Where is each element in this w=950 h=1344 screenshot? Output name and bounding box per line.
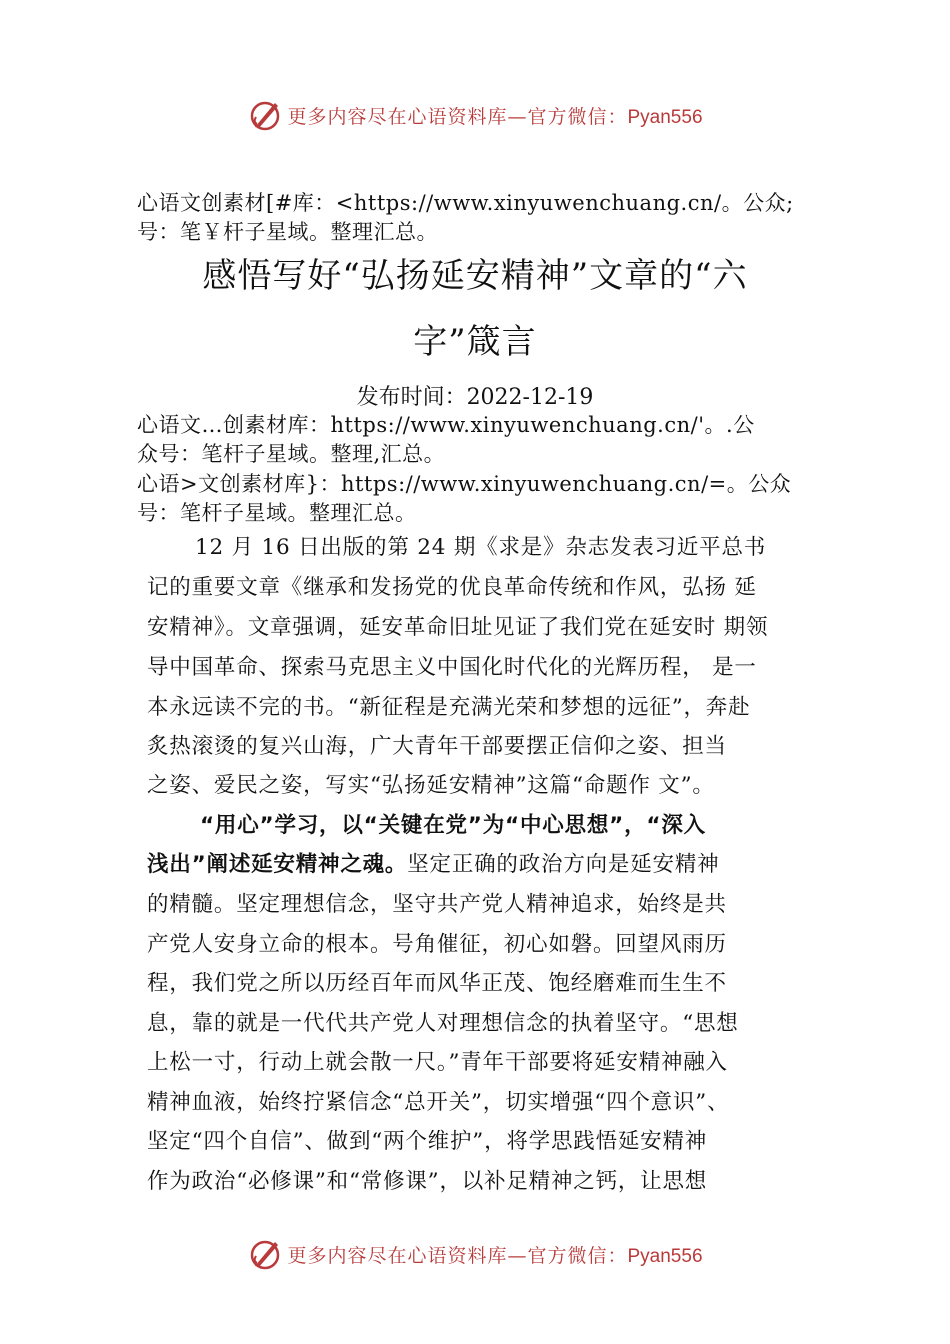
section-heading: “用心”学习，以“关键在党”为“中心思想”，“深入 [200, 813, 706, 838]
banner-wechat: Pyan556 [627, 1245, 703, 1267]
source-line: 心语文创素材[#库：<https://www.xinyuwenchuang.cn/。公众; [137, 191, 794, 215]
source-line: 心语>文创素材库}：https://www.xinyuwenchuang.cn/=。公众 [137, 472, 792, 496]
body-line: 程，我们党之所以历经百年而风华正茂、饱经磨难而生生不 [147, 971, 727, 996]
source-line: 号：笔杆子星域。整理汇总。 [137, 501, 417, 525]
body-line: 坚定“四个自信”、做到“两个维护”，将学思践悟延安精神 [147, 1129, 708, 1154]
body-line: 息，靠的就是一代代共产党人对理想信念的执着坚守。“思想 [147, 1011, 739, 1036]
body-line: 安精神》。文章强调，延安革命旧址见证了我们党在延安时 期领 [147, 615, 769, 640]
writing-logo-icon [247, 97, 283, 133]
body-line: 记的重要文章《继承和发扬党的优良革命传统和作风，弘扬 延 [147, 575, 757, 600]
body-line: 炙热滚烫的复兴山海，广大青年干部要摆正信仰之姿、担当 [147, 734, 727, 759]
body-line: 上松一寸，行动上就会散一尺。”青年干部要将延安精神融入 [147, 1050, 728, 1075]
body-line: 产党人安身立命的根本。号角催征，初心如磐。回望风雨历 [147, 932, 727, 957]
banner-wechat: Pyan556 [627, 106, 703, 128]
page-title: 感悟写好“弘扬延安精神”文章的“六 [202, 256, 748, 296]
source-line: 号：笔￥杆子星域。整理汇总。 [137, 220, 438, 244]
footer-banner [0, 1234, 950, 1274]
section-heading-end: 浅出”阐述延安精神之魂。 [147, 852, 408, 877]
body-line: 的精髓。坚定理想信念，坚守共产党人精神追求，始终是共 [147, 892, 727, 917]
banner-text: 更多内容尽在心语资料库—官方微信：Pyan556 [287, 1244, 703, 1267]
body-line: 导中国革命、探索马克思主义中国化时代化的光辉历程， 是一 [147, 655, 757, 680]
publish-date: 发布时间：2022-12-19 [356, 385, 594, 410]
writing-logo-icon [247, 1236, 283, 1272]
body-line: 之姿、爱民之姿，写实“弘扬延安精神”这篇“命题作 文”。 [147, 773, 715, 798]
page-title-line-2: 字”箴言 [413, 322, 537, 362]
body-line: 作为政治“必修课”和“常修课”，以补足精神之钙，让思想 [147, 1169, 708, 1194]
source-line: 众号：笔杆子星域。整理,汇总。 [137, 442, 446, 466]
body-line: 精神血液，始终拧紧信念“总开关”，切实增强“四个意识”、 [147, 1090, 730, 1115]
body-line: 浅出”阐述延安精神之魂。坚定正确的政治方向是延安精神 [147, 852, 720, 877]
header-banner [0, 95, 950, 135]
source-line: 心语文…创素材库：https://www.xinyuwenchuang.cn/'。.公 [137, 413, 755, 437]
body-line: 12 月 16 日出版的第 24 期《求是》杂志发表习近平总书 [195, 535, 767, 560]
body-line: 本永远读不完的书。“新征程是充满光荣和梦想的远征”，奔赴 [147, 695, 751, 720]
banner-text: 更多内容尽在心语资料库—官方微信：Pyan556 [287, 105, 703, 128]
